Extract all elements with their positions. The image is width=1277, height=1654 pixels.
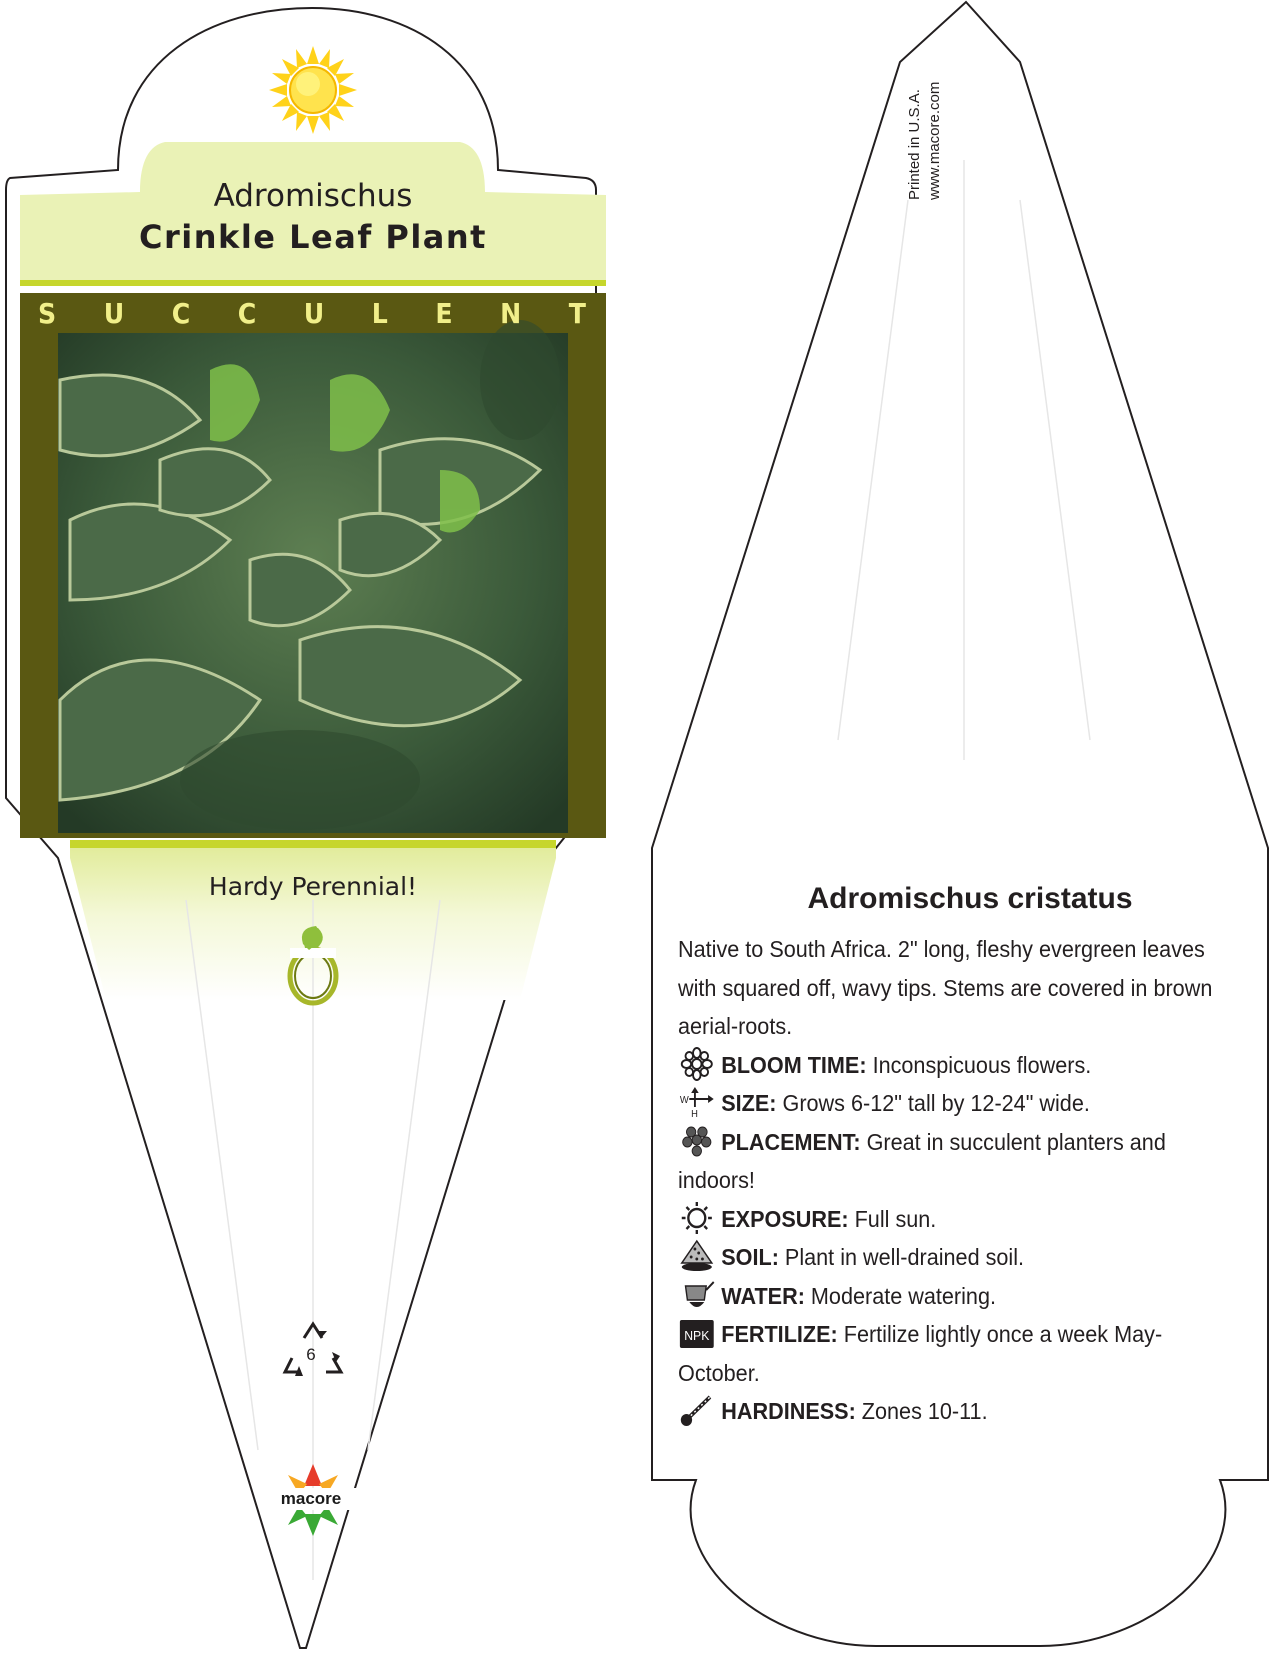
flower-icon (678, 1047, 716, 1081)
placement-label: PLACEMENT: (721, 1128, 861, 1155)
info-row-size (678, 1084, 1214, 1123)
bloom-time-label: BLOOM TIME: (721, 1051, 867, 1078)
exposure-value: Full sun. (854, 1205, 937, 1232)
category-letter: C (237, 297, 257, 330)
thermometer-icon (678, 1393, 716, 1427)
exposure-label: EXPOSURE: (721, 1205, 849, 1232)
common-name: Crinkle Leaf Plant (139, 218, 487, 256)
npk-icon (678, 1316, 716, 1350)
category-letter: U (103, 297, 125, 330)
hardiness-value: Zones 10-11. (861, 1398, 988, 1424)
water-label: WATER: (721, 1282, 805, 1309)
placement-flowers-icon (678, 1124, 716, 1158)
category-letter: U (303, 297, 325, 330)
water-value: Moderate watering. (810, 1282, 996, 1309)
genus-name: Adromischus (213, 178, 413, 214)
info-row-exposure (678, 1200, 1214, 1239)
info-row-hardiness (678, 1392, 1214, 1431)
print-info (905, 82, 945, 200)
svg-text:NPK: NPK (684, 1328, 710, 1344)
info-row-placement (678, 1123, 1214, 1200)
category-letter: T (568, 297, 586, 330)
category-letter: N (500, 297, 522, 330)
fertilize-label: FERTILIZE: (721, 1321, 838, 1347)
size-label: SIZE: (721, 1090, 777, 1116)
description: Native to South Africa. 2" long, fleshy evergreen leaves with squared off, wavy tips. Stems are covered in brown aerial-roots. (678, 936, 1213, 1039)
info-row-bloom-time (678, 1046, 1214, 1085)
tagline: Hardy Perennial! (208, 872, 418, 901)
info-row-fertilize (678, 1315, 1214, 1392)
website: www.macore.com (926, 81, 943, 200)
info-row-water (678, 1277, 1214, 1316)
brand-name: macore (280, 1489, 342, 1508)
svg-text:W: W (679, 1094, 689, 1107)
watering-can-icon (678, 1278, 716, 1312)
botanical-name: Adromischus cristatus (807, 882, 1133, 915)
soil-label: SOIL: (721, 1244, 779, 1270)
svg-text:H: H (691, 1108, 698, 1119)
soil-value: Plant in well-drained soil. (784, 1244, 1025, 1270)
size-arrows-icon (678, 1085, 716, 1119)
info-row-soil (678, 1238, 1214, 1277)
hardiness-label: HARDINESS: (721, 1398, 856, 1424)
care-info (678, 930, 1214, 1431)
fertilize-value: Fertilize lightly once a week May-October. (678, 1321, 1163, 1386)
placement-value: Great in succulent planters and indoors! (678, 1128, 1166, 1193)
bloom-time-value: Inconspicuous flowers. (872, 1051, 1092, 1078)
category-letter: C (171, 297, 191, 330)
recycle-number: 6 (306, 1345, 316, 1364)
printed-note: Printed in U.S.A. (906, 89, 923, 200)
category-letter: E (435, 297, 453, 330)
category-letter: L (371, 297, 388, 330)
category-letter: S (38, 297, 57, 330)
soil-icon (678, 1239, 716, 1273)
size-value: Grows 6-12" tall by 12-24" wide. (782, 1090, 1090, 1116)
sun-outline-icon (678, 1201, 716, 1235)
